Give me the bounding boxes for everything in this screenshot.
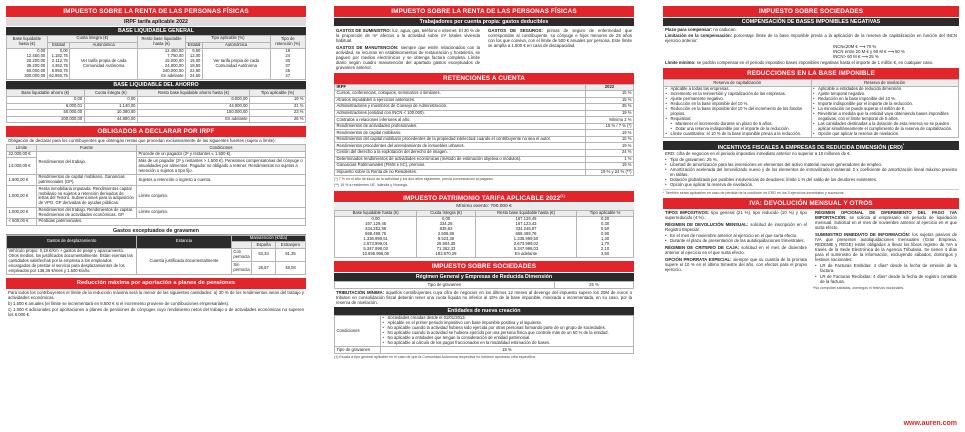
cell: 200.000,00: [7, 116, 85, 123]
list-item: • Mantener el incremento durante un plazo de 5 años.: [671, 122, 810, 127]
plazo: [663, 26, 959, 33]
cell: < 500,00 €: [7, 219, 37, 226]
limitacion-text: porcentaje límite de la base imponible previa a la aplicación de la reserva de capitalización en función del INCN ejercicio anterior:: [665, 33, 957, 44]
list-item: • Aplicable a entidades de reducida dimensión.: [813, 87, 957, 92]
th-estatal-2: Estatal: [187, 41, 201, 47]
list-item: • LR de Facturas Recibidas: 4 días* desde la fecha de registro contable de la factura.: [815, 274, 957, 284]
reduccion-text-2: b) 1.500 € anuales (el límite se incrementará en 8.500 € si el incremento proviene de contribuciones empresariales).: [8, 301, 230, 307]
cell: 44.880,00: [84, 116, 137, 123]
cell: 0,00: [84, 96, 137, 103]
th-pat-3: Resto base liquidable hasta (€): [475, 210, 576, 217]
trabajadores-title: Trabajadores por cuenta propia: gastos deducibles: [334, 18, 634, 26]
table-row: [335, 282, 634, 289]
cell: Ganancias Patrimoniales (FIMS e IIC), premios.: [335, 163, 586, 170]
sin-ext: 48,08: [275, 261, 305, 274]
nueva-creacion-table: [334, 315, 634, 354]
desplaz-text: Vehículo propio: 0,19 €/Km + gastos de peaje y aparcamiento. Otros medios: los justificados documentalmente. Están exentas las cantidades satisfechas por la empresa a los empleados encargados de prestar el servicio para desplazamientos de los empleados por 136,36 €/mes y 1.500 €/año.: [7, 248, 137, 274]
estancia-text: Cuantía justificada documentalmente: [137, 248, 232, 274]
list-item: • LR de Facturas Emitidas: 4 días* desde la fecha de emisión de la factura.: [815, 263, 957, 273]
iva-caja-text: solicitud en el mes de diciembre anterior al ejercicio en el que surta efecto.: [665, 245, 807, 256]
con-ext: 91,35: [275, 248, 305, 261]
pat-bases: 0,00 167.129,45 334.252,88 668.499,75 1.336.999,51 2.673.999,01 5.347.998,03 10.695.996,06: [335, 217, 417, 258]
cell: Límite conjunto.: [137, 186, 306, 207]
section-header-sociedades: IMPUESTO SOBRE SOCIEDADES: [663, 6, 959, 17]
list-item: • Dotación globalizada por posibles insolvencias de deudores: límite 1 % del saldo de los deudores existentes.: [665, 177, 957, 182]
tributacion-text: aquellos contribuyentes cuya cifra de negocios en los últimos 12 meses al devengo del impuesto supere los 20M de euros o tributen en consolidación fiscal deberán tener una cuota líquida no inferior al 15% de la base imponible, minorada o incrementada, en su caso, por la reserva de nivelación.: [336, 289, 632, 306]
table-row: [7, 116, 306, 123]
reduccion-text-3: c) 1.000 € adicionales por aportaciones a planes de pensiones de cónyuges cuyo rendimiento netos del trabajo o de actividades económicas no superen los 8.000 €.: [8, 307, 304, 318]
reducciones-table: [663, 79, 959, 138]
list-item: • La minoración no puede superar el millón de €.: [813, 107, 957, 112]
list-item: • Opción que aplicar la reserva de nivelación.: [665, 182, 957, 187]
cell: 1.600,00 €: [7, 174, 37, 186]
iva-diferimiento: [813, 209, 959, 231]
list-item: • Requisitos:: [666, 117, 810, 122]
cell: 24 %: [586, 149, 634, 156]
cell: Contratos o relaciones inferiores al año.: [335, 117, 586, 124]
cell: 0,00: [7, 96, 85, 103]
list-item: • Límite cuantitativo: el 10 % de la base imponible previa a la reducción.: [666, 132, 810, 137]
reduccion-text-1: Para todos los contribuyentes el límite de la reducción máxima será la menor de las siguientes cantidades: a) 30 % de los rendimientos netos del trabajo y actividades económicas.: [8, 290, 304, 301]
iva-tipos: [663, 209, 809, 221]
base-general-title: BASE LIQUIDABLE GENERAL: [6, 27, 306, 35]
tipos-col: 9,50 12,00 15,00 18,50 22,50 24,50: [186, 49, 203, 80]
cell: Rendimientos procedentes del arrendamiento de inmuebles urbanos.: [335, 143, 586, 150]
list-item: • No aplicable cuando la actividad se hubiera ejercido por una persona física que controle más de un 50 % de la entidad.: [383, 331, 632, 336]
cell: Pérdidas patrimoniales.: [37, 219, 306, 226]
cell: 26 %: [250, 116, 306, 123]
obligados-table: [6, 144, 306, 226]
iva-sii: [813, 231, 959, 263]
cell: Rendimientos del capital mobiliario procedentes de la propiedad intelectual cuando el contribuyente no sea el autor.: [335, 136, 586, 143]
obligados-intro: Obligación de declarar para los contribuyentes que obtengan rentas que procedan exclusivamente de las siguientes fuentes (sujeto a límite):: [8, 138, 276, 144]
cell: 1.140,00: [84, 103, 137, 110]
cell: 19 %: [586, 163, 634, 170]
iva-sii-list: [813, 263, 959, 284]
cell: Administradores y miembros de Consejo de Administración.: [335, 104, 586, 111]
base-general-table: [6, 35, 306, 80]
list-item: • Libertad de amortización para las inversiones en elementos del activo material nuevos generadores de empleo.: [665, 162, 957, 167]
th-espana: España: [252, 242, 276, 249]
list-item: • Reducción en la base imponible del 10 % del incremento de los fondos propios.: [666, 107, 810, 117]
iva-tipos-label: TIPOS IMPOSITIVOS:: [665, 209, 710, 215]
cell: 1 %: [586, 156, 634, 163]
cell: Cursos, conferencias, coloquios, seminarios o similares.: [335, 91, 586, 98]
table-row: [335, 217, 634, 258]
gastos-table: [6, 235, 306, 275]
patrimonio-title-sup: (1): [560, 193, 565, 198]
limitacion-label: Limitación en la compensación:: [665, 33, 733, 39]
list-item: • Ajuste temporal negativo.: [813, 92, 957, 97]
iva-diferimiento-text: se solicita al empresario sin periodo de liquidación mensual. Solicitud en el mes de noviembre anterior al ejercicio en el que surta efecto.: [815, 214, 957, 230]
incn-1: INCN≤20M € ⟶ 70 %: [833, 44, 877, 50]
list-item: • Aplicable a todas las empresas.: [666, 87, 810, 92]
condiciones-list: [381, 316, 634, 347]
list-item: • Sociedades creadas desde el 01/01/2013.: [383, 316, 632, 321]
iva-sii-note: *No computan sábados, domingos ni festivos nacionales.: [813, 285, 905, 290]
iva-tipos-text: tipo general (21 %), tipo reducido (10 %) y tipo superreducido (4 %).: [665, 209, 807, 220]
table-row: [7, 219, 306, 226]
erd-note: * También serán aplicables en caso de pérdida de la condición de ERD en los 3 ejercicios inmediatos y sucesivos.: [663, 189, 959, 196]
cell: Atrasos imputables a ejercicios anteriores.: [335, 97, 586, 104]
list-item: • Aplicable en el primer periodo impositivo con base imponible positiva y el siguiente.: [383, 321, 632, 326]
table-row: [335, 316, 634, 347]
th-ahorro-3: Resto base liquidable ahorro hasta (€): [137, 90, 249, 97]
th-estancia: Estancia: [137, 235, 232, 248]
patrimonio-title: [334, 191, 634, 202]
erd-title-text: INCENTIVOS FISCALES A EMPRESAS DE REDUCIDA DIMENSIÓN (ERD): [717, 144, 903, 151]
th-extranjero: Extranjero: [275, 242, 305, 249]
section-header-irpf-2: IMPUESTO SOBRE LA RENTA DE LAS PERSONAS FÍSICAS: [334, 6, 634, 17]
gastos-title: Gastos exceptuados de gravamen: [6, 227, 306, 235]
gastos-seguros: [486, 27, 634, 49]
sociedades-footnote: (1) Escala a tipo general aplicable en el caso de que la Comunidad Autónoma respectiva no hubiese aprobado cifra específica.: [334, 354, 536, 359]
iva-sii-text: los sujetos pasivos de IVA que presenten autoliquidaciones mensuales (Gran Empresa, REDEME y REGE) están obligados a llevar los libros registro de IVA a través de la Sede Electrónica de la Agencia Tributaria. Se tienen 4 días para el suministro de la información, excluyendo sábados, domingos y festivos nacionales:: [815, 232, 958, 263]
cell: 19 %: [586, 130, 634, 137]
th-fuente: Fuente: [37, 145, 137, 152]
cell: Renta inmobiliaria imputada. Rendimientos capital mobiliario no sujetos a retención derivados de letras del Tesoro. Subvenciones para la adquisición de VPO. GP derivadas de ayudas públicas.: [37, 186, 137, 207]
gastos-manutencion: [334, 44, 482, 71]
auren-url-link[interactable]: www.auren.com: [903, 419, 957, 427]
sin-pernocta: Sin pernocta: [231, 261, 251, 274]
iva-devolucion-label: RÉGIMEN DE DEVOLUCIÓN MENSUAL:: [665, 221, 749, 227]
cell: Procede de un pagador (2º y restantes ≤ 1.500 €).: [137, 151, 306, 158]
cell: 6.000,01: [7, 103, 85, 110]
cell: Más de un pagador (2º y restantes > 1.500 €). Pensiones compensatorias del cónyuge o anualidades por alimentos. Pagador no obligado a retener. Rendimientos no sujetos a retención o sujetos a tipo fijo.: [137, 158, 306, 174]
tipo-gravamen-value-2: 15 %: [381, 347, 634, 354]
reserva-cap-list: [664, 86, 812, 137]
cell: 1.000,00 €: [7, 207, 37, 219]
th-2022: 2022: [586, 84, 634, 91]
column-irpf-left: [6, 6, 306, 318]
tipo-gravamen-label: Tipo de gravamen: [335, 282, 555, 289]
gastos-seguros-text: primas de seguro de enfermedad que correspondan al contribuyente, su cónyuge e hijos menores de 25 años con los que conviva, con el límite de 500 € anuales por persona. Este límite se amplía a 1.500 € en caso de discapacidad.: [488, 28, 632, 49]
patrimonio-title-text: IMPUESTO PATRIMONIO TARIFA APLICABLE 2022: [403, 194, 561, 202]
cell: 15 %: [586, 91, 634, 98]
tributacion-label: TRIBUTACIÓN MÍNIMA:: [336, 289, 385, 295]
th-pat-2: Cuota íntegra (€): [417, 210, 476, 217]
list-item: • Ajuste permanente negativo.: [666, 97, 810, 102]
th-gastos-desplaz: Gastos de desplazamiento: [7, 235, 137, 248]
list-item: • Tipo de gravamen: 25 %.: [665, 157, 957, 162]
erd-list: [663, 157, 959, 188]
list-item: • Las cantidades destinadas a la dotación de esta reserva no se pueden aplicar simultáneamente el cumplimiento de la reserva de capitalización.: [813, 122, 957, 132]
iva-diferimiento-label: RÉGIMEN OPCIONAL DE DIFERIMIENTO DEL PAGO IVA IMPORTACIÓN:: [815, 209, 957, 220]
iva-content: [663, 209, 959, 291]
th-cuota: Cuota íntegra (€): [47, 36, 137, 43]
list-item: • No aplicable cuando la actividad hubiera sido ejercida por otras personas formando parte de un grupo de sociedades.: [383, 326, 632, 331]
bases-col: 0,00 12.450,00 20.200,00 35.200,00 60.000,00 300.000,00: [7, 49, 48, 80]
table-row: [7, 186, 306, 207]
limite-minimo: [663, 59, 959, 66]
table-row: [7, 174, 306, 186]
th-estatal: Estatal: [47, 42, 70, 49]
list-item: • Reducción en la base imponible del 10 %.: [813, 97, 957, 102]
iva-devolucion-list: [663, 233, 809, 244]
incn-3: INCN> 60 M € ⟶ 25 %: [833, 54, 879, 60]
cell: Impuesto sobre la Renta de no Residentes.: [335, 169, 586, 176]
th-resto: Resto base liquidable hasta (€): [138, 36, 186, 49]
list-item: • Amortización acelerada del inmovilizado nuevo y de los elementos de inmovilizado inmaterial: 2 x coeficiente de amortización lineal máximo previsto en tablas.: [665, 167, 957, 177]
cell: Rendimientos del trabajo. Rendimientos de capital. Rendimientos de actividades económicas. GP.: [37, 207, 137, 219]
table-row: [664, 86, 959, 137]
th-condiciones: Condiciones: [137, 145, 306, 152]
list-item: • Importe indisponible por el importe de la reducción.: [813, 102, 957, 107]
base-ahorro-table: [6, 89, 306, 123]
table-row: [335, 169, 634, 176]
cell: 19 % y 24 % (**): [586, 169, 634, 176]
cell: Determinados rendimientos de actividades económicas (método de estimación objetiva o módulos).: [335, 156, 586, 163]
column-sociedades: [663, 6, 959, 291]
con-esp: 53,34: [252, 248, 276, 261]
iva-caja: [663, 244, 809, 256]
list-item: • Reducción en la base imponible del 10 %.: [666, 102, 810, 107]
iva-devolucion-text: solicitud de inscripción en el Registro Especial:: [665, 221, 807, 232]
cell: 35 %: [586, 104, 634, 111]
table-row: [7, 248, 306, 261]
sin-esp: 26,67: [252, 261, 276, 274]
auto-text: Ver tarifa propia de cada Comunidad Autónoma: [70, 49, 138, 80]
erd-title: [663, 141, 959, 150]
cell: 19 %: [586, 110, 634, 117]
reducciones-title: REDUCCIONES EN LA BASE IMPONIBLE: [663, 68, 959, 79]
cell: 15 % / 7 % (*): [586, 123, 634, 130]
cell: 15 %: [586, 136, 634, 143]
compensacion-title: COMPENSACIÓN DE BASES IMPONIBLES NEGATIVAS: [663, 18, 959, 26]
th-irpf: IRPF: [335, 84, 586, 91]
cell: 1.000,00 €: [7, 186, 37, 207]
base-ahorro-title: BASE LIQUIDABLE DEL AHORRO: [6, 81, 306, 89]
cell: Administradores (entidad con INCN < 100.000).: [335, 110, 586, 117]
incn-2: INCN entre 20 M € y 60 M € ⟶ 50 %: [833, 49, 905, 55]
cuotas-col: 0,00 1.182,75 2.112,75 4.362,75 8.950,75 62.950,75: [49, 48, 68, 79]
cell: 6.000,00: [137, 96, 249, 103]
gastos-seguros-label: GASTOS DE SEGUROS:: [488, 28, 543, 33]
cell: Rendimientos del trabajo.: [37, 151, 137, 174]
tipo-gravamen-table: [334, 281, 634, 289]
th-ahorro-1: Base liquidable ahorro (€): [7, 90, 85, 97]
retenciones-table: [334, 84, 634, 177]
th-ahorro-2: Cuota íntegra (€): [84, 90, 137, 97]
gastos-manutencion-text: siempre que estén relacionados con la actividad, se incurran en establecimientos de restauración y hostelería, se paguen por medios electrónicos y se obtenga factura completa. Límite diario según cuadro manutención del apartado gastos exceptuados de gravamen anterior.: [336, 45, 480, 71]
gastos-suministro-label: GASTOS DE SUMINISTRO:: [336, 28, 392, 33]
reserva-niv-list: [811, 86, 959, 137]
cell: 21 %: [250, 103, 306, 110]
nueva-creacion: Entidades de nueva creación: [334, 307, 634, 315]
list-item: • No aplicable a entidades que tengan la consideración de entidad patrimonial.: [383, 336, 632, 341]
cell: 50.000,00: [7, 110, 85, 117]
column-irpf-right: [334, 6, 634, 360]
list-item: • En el mes de noviembre anterior al ejercicio en el que surta efecto.: [665, 233, 807, 238]
pat-tipos: 0,20 0,30 0,50 0,90 1,30 1,70 2,10 3,50: [577, 217, 634, 258]
section-header-irpf: IMPUESTO SOBRE LA RENTA DE LAS PERSONAS FÍSICAS: [6, 6, 306, 17]
list-item: • Durante el plazo de presentación de las autoliquidaciones trimestrales.: [665, 238, 807, 243]
reduccion-title: Reducción máxima por aportación a planes de pensiones: [6, 278, 306, 289]
patrimonio-table: [334, 210, 634, 259]
cell: Rendimientos de capital mobiliario. Ganancias patrimoniales (GP).: [37, 174, 137, 186]
table-row: [7, 207, 306, 219]
gastos-manutencion-label: GASTOS DE MANUTENCIÓN:: [336, 45, 399, 51]
th-autonomica-2: Autonómica: [202, 42, 270, 49]
condiciones-label: Condiciones: [335, 316, 381, 347]
limitacion: [663, 33, 959, 44]
plazo-label: Plazo para compensar:: [665, 27, 713, 32]
regimen-general: Régimen General y Empresas de Reducida Dimensión: [334, 273, 634, 281]
iva-prorrata-label: OPCIÓN PRORRATA ESPECIAL:: [665, 257, 732, 263]
iva-prorrata-text: siempre que su cuantía de la prorrata supere el 10 % en el último trimestre del año, con efectos para el propio ejercicio.: [665, 257, 807, 273]
list-item: • Revertirán a medida que la entidad vaya obteniendo bases imponibles negativas, con el límite temporal de 5 años.: [813, 112, 957, 122]
pat-cuotas: 0,00 334,26 835,63 2.506,86 8.523,36 25.904,35 71.362,33 183.670,29: [417, 217, 476, 258]
th-tipo: Tipo aplicable (%): [186, 36, 270, 43]
th-ahorro-4: Tipo aplicable (%): [250, 90, 306, 97]
restos-col: 12.450,00 7.750,00 15.000,00 24.800,00 240.000,00 En adelante: [138, 49, 186, 80]
tipo-gravamen-value: 25 %: [554, 282, 633, 289]
incn-list: [663, 44, 959, 59]
iva-devolucion: [663, 221, 809, 233]
cell: Rendimientos de actividades profesionales.: [335, 123, 586, 130]
cell: En adelante: [137, 116, 249, 123]
cell: 10.380,00: [84, 110, 137, 117]
cell: Rendimientos de capital mobiliario.: [335, 130, 586, 137]
iva-caja-label: RÉGIMEN DE CRITERIO DE CAJA:: [665, 245, 740, 251]
retenciones-title: RETENCIONES A CUENTA: [334, 73, 634, 84]
th-base: Base liquidable hasta (€): [7, 36, 48, 49]
cell: Límite conjunto.: [137, 207, 306, 219]
cell: Cesión del derecho a la explotación del derecho de imagen.: [335, 149, 586, 156]
erd-title-sup: *: [902, 143, 905, 148]
patrimonio-minimo: Mínimo exento: 700.000 €: [334, 203, 634, 210]
list-item: • Dotar una reserva indisponible por el importe de la reducción.: [671, 127, 810, 132]
tributacion-minima: [334, 289, 634, 306]
iva-prorrata: [663, 256, 809, 273]
tipo-gravamen-label-2: Tipo de gravamen: [335, 347, 381, 354]
plazo-text: no caducan.: [712, 27, 737, 32]
gastos-suministro: [334, 27, 482, 44]
th-reserva-cap: Reserva de capitalización: [664, 80, 812, 87]
retenciones-note-1: (*) 7 % en el año de inicio de la actividad y los dos años siguientes, previa comunicación al pagador.: [334, 177, 494, 182]
cell: 22.000,00 €: [7, 151, 37, 158]
list-item: • No aplicable al cálculo de los pagos fraccionados en la modalidad estimación de bases.: [383, 341, 632, 346]
th-autonomica: Autonómica: [70, 42, 138, 49]
iva-sii-label: SUMINISTRO INMEDIATO DE INFORMACIÓN:: [815, 232, 911, 238]
sociedades-title-2: IMPUESTO SOBRE SOCIEDADES: [334, 261, 634, 272]
retenciones-note-2: (**) 19 % a residentes UE, Islandia y Noruega.: [334, 183, 408, 188]
rets-col: 19 24 30 37 45 47: [270, 49, 305, 80]
pat-restos: 167.129,45 167.123,43 334.246,87 668.499,76 1.336.999,50 2.673.999,02 5.347.998,03 En adelante: [475, 217, 576, 258]
cell: Sujetos a retención o ingreso a cuenta.: [137, 174, 306, 186]
obligados-title: OBLIGADOS A DECLARAR POR IRPF: [6, 126, 306, 137]
table-row: [335, 347, 634, 354]
cell: 15 %: [586, 97, 634, 104]
limite-minimo-label: Límite mínimo:: [665, 60, 696, 66]
cell: 23 %: [250, 110, 306, 117]
th-limite: Límite: [7, 145, 37, 152]
cell: 19 %: [586, 143, 634, 150]
erd-intro: ERD: cifra de negocios en el periodo impositivo inmediato anterior no superior a 10 millones de €.: [665, 151, 851, 157]
cell: 44.000,00: [137, 103, 249, 110]
th-tipo-ret: Tipo de retención (%): [270, 36, 305, 49]
list-item: • Opción que aplicar la reserva de nivelación.: [813, 132, 957, 137]
gastos-suministro-text: luz, agua, gas, teléfono e internet. El 30 % de la proporción de m² afectos a la actividad sobre m² totales vivienda habitual.: [336, 28, 480, 44]
cell: Mínimo 2 %: [586, 117, 634, 124]
cell: 14.000,00 €: [7, 158, 37, 174]
th-pat-1: Base liquidable hasta (€): [335, 210, 417, 217]
cell: 19 %: [250, 96, 306, 103]
cell: 150.000,00: [137, 110, 249, 117]
con-pernocta: Con pernocta: [231, 248, 251, 261]
th-manutencion: Manutención (€/día): [231, 235, 305, 242]
th-pat-4: Tipo aplicable %: [577, 210, 634, 217]
limite-minimo-text: se podrán compensar en el periodo impositivo bases imponibles negativas hasta el importe de 1 millón €, en cualquier caso.: [695, 60, 934, 66]
th-reserva-niv: Reserva de nivelación: [811, 80, 959, 87]
gastos-deducibles: [334, 26, 634, 73]
iva-title: IVA: DEVOLUCIÓN MENSUAL Y OTROS: [663, 198, 959, 209]
irpf-tarifa-title: IRPF tarifa aplicable 2022: [6, 18, 306, 26]
auto-text-2: Ver tarifa propia de cada Comunidad Autónoma: [202, 49, 270, 80]
list-item: • Incremento en la reinversión y capitalización de las empresas.: [666, 92, 810, 97]
